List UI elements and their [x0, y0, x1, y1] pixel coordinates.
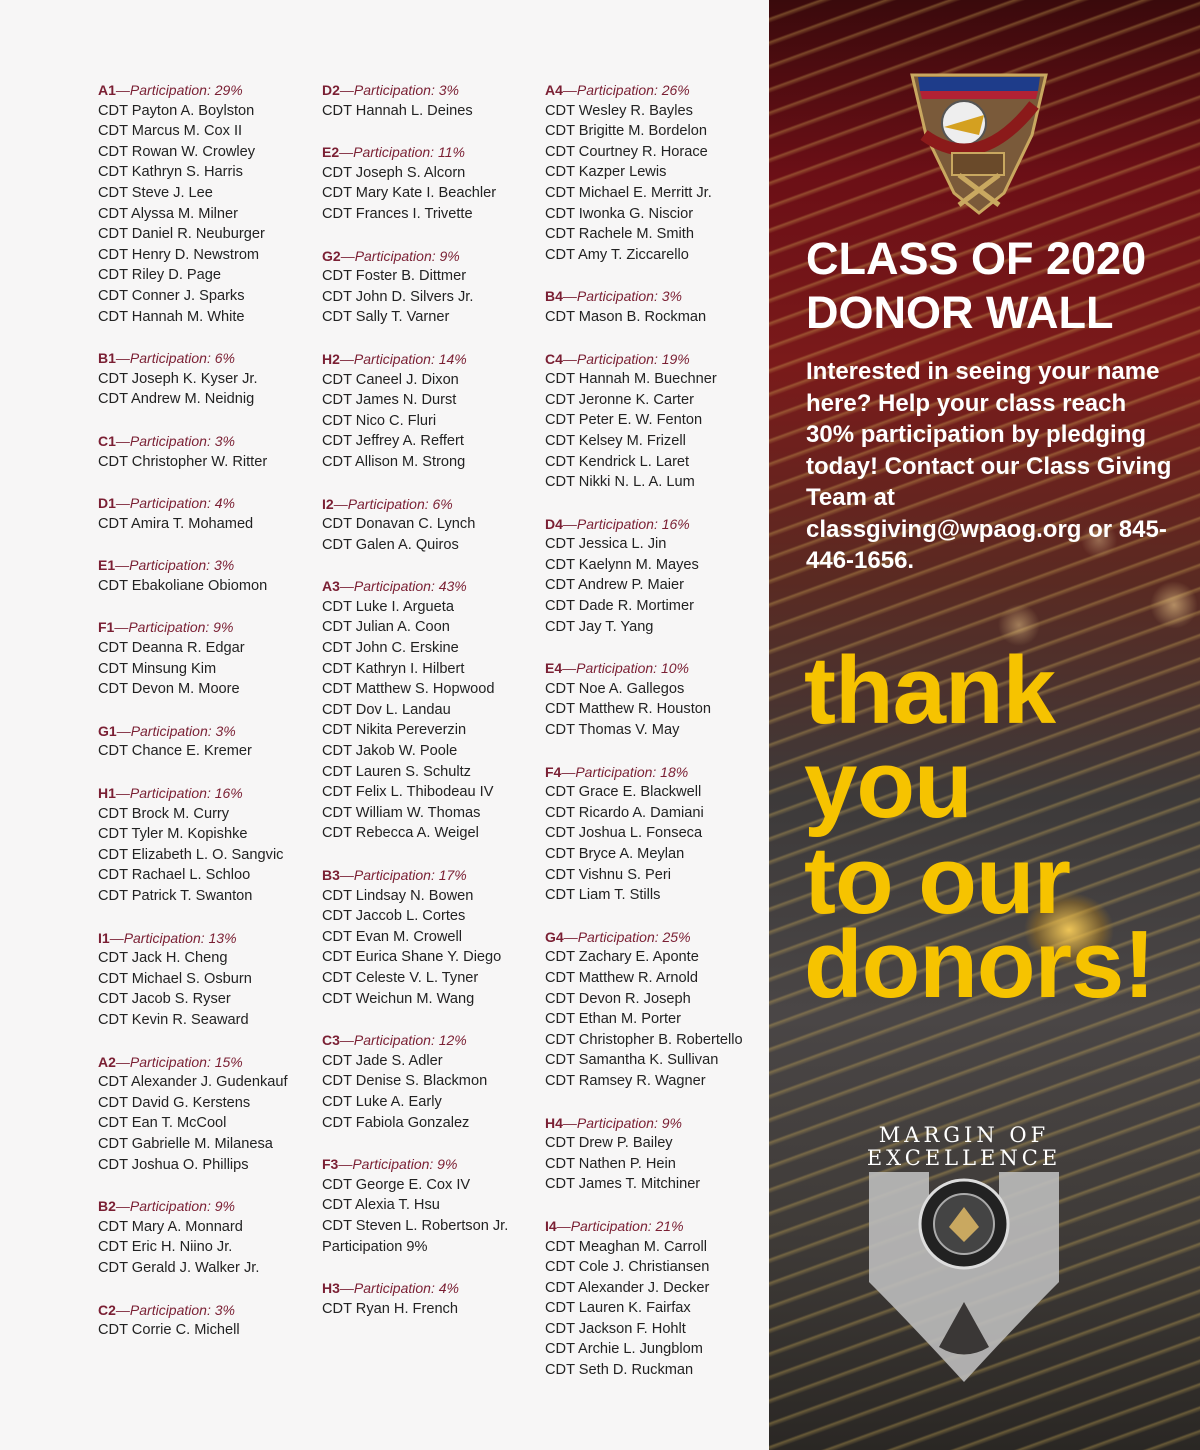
donor-name: CDT Eurica Shane Y. Diego: [322, 949, 502, 966]
donor-name: CDT Kelsey M. Frizell: [545, 432, 686, 449]
company-code: D2: [322, 82, 340, 98]
donor-name: CDT Kaelynn M. Mayes: [545, 556, 699, 573]
company-group-c2: [98, 1300, 320, 1341]
donor-name: CDT Rachele M. Smith: [545, 226, 694, 243]
donor-name: CDT George E. Cox IV: [322, 1176, 471, 1193]
donor-name: CDT Rachael L. Schloo: [98, 867, 251, 884]
donor-name: CDT Mary A. Monnard: [98, 1218, 243, 1235]
donor-name: CDT Henry D. Newstrom: [98, 246, 260, 263]
donor-name: CDT Jay T. Yang: [545, 618, 654, 635]
donor-name: CDT Zachary E. Aponte: [545, 949, 699, 966]
donor-column-1: [98, 80, 320, 1362]
donor-name: CDT Lindsay N. Bowen: [322, 887, 474, 904]
participation-rate: —Participation: 26%: [562, 82, 690, 98]
company-code: C2: [98, 1301, 116, 1318]
thanks-line-2: you: [804, 731, 972, 838]
donor-name: CDT Joseph S. Alcorn: [322, 164, 466, 181]
company-code: E4: [545, 660, 563, 677]
participation-rate: —Participation: 4%: [339, 1280, 459, 1297]
participation-rate: —Participation: 3%: [562, 288, 682, 305]
company-group-b3: [322, 865, 544, 1009]
donor-name: CDT Dov L. Landau: [322, 701, 451, 718]
company-code: G1: [98, 722, 117, 739]
donor-name: CDT David G. Kerstens: [98, 1094, 251, 1111]
donor-name: CDT Brigitte M. Bordelon: [545, 123, 707, 140]
donor-name: CDT Kendrick L. Laret: [545, 453, 690, 470]
donor-name: CDT Amira T. Mohamed: [98, 515, 254, 532]
donor-name: CDT Mason B. Rockman: [545, 308, 707, 325]
donor-name: CDT Hannah M. Buechner: [545, 371, 717, 388]
company-code: F3: [322, 1156, 339, 1173]
donor-name: CDT Devon M. Moore: [98, 681, 240, 698]
company-group-a1: [98, 80, 320, 327]
donor-name: CDT Celeste V. L. Tyner: [322, 969, 479, 986]
company-group-a3: [322, 576, 544, 844]
title-line-1: CLASS OF 2020: [806, 233, 1147, 284]
donor-name: CDT Jakob W. Poole: [322, 743, 458, 760]
participation-rate: —Participation: 18%: [561, 763, 689, 780]
company-group-h4: [545, 1113, 767, 1195]
donor-name: CDT Vishnu S. Peri: [545, 866, 671, 883]
donor-name: CDT Julian A. Coon: [322, 619, 450, 636]
company-code: G4: [545, 928, 564, 945]
company-heading: [322, 246, 544, 267]
participation-rate: —Participation: 16%: [562, 515, 690, 532]
company-group-c4: [545, 349, 767, 493]
company-heading: [545, 286, 767, 307]
company-code: B1: [98, 350, 116, 367]
company-code: F4: [545, 763, 562, 780]
donor-name: CDT Lauren K. Fairfax: [545, 1300, 691, 1317]
company-group-h2: [322, 349, 544, 473]
donor-name: CDT Jeronne K. Carter: [545, 391, 694, 408]
company-heading: [322, 1030, 544, 1051]
donor-name: CDT Denise S. Blackmon: [322, 1073, 488, 1090]
company-group-b4: [545, 286, 767, 327]
company-group-e2: [322, 142, 544, 224]
donor-name: CDT Frances I. Trivette: [322, 205, 473, 222]
company-code: E2: [322, 144, 340, 161]
moe-line-1: MARGIN OF: [878, 1123, 1050, 1147]
company-heading: [322, 865, 544, 886]
company-heading: [545, 80, 767, 101]
company-code: A4: [545, 82, 563, 98]
donor-name: CDT Minsung Kim: [98, 660, 217, 677]
company-heading: [98, 431, 320, 452]
donor-name: CDT Amy T. Ziccarello: [545, 246, 689, 263]
donor-name: CDT Bryce A. Meylan: [545, 846, 685, 862]
donor-name: CDT Matthew S. Hopwood: [322, 681, 495, 698]
company-code: G2: [322, 247, 341, 264]
donor-column-2: [322, 80, 544, 1340]
donor-name: CDT Seth D. Ruckman: [545, 1362, 694, 1379]
company-code: A1: [98, 82, 116, 98]
donor-name: CDT John C. Erskine: [322, 640, 459, 657]
donor-name: CDT Elizabeth L. O. Sangvic: [98, 846, 284, 863]
donor-name: CDT Meaghan M. Carroll: [545, 1238, 707, 1255]
donor-name: CDT Mary Kate I. Beachler: [322, 185, 497, 202]
donor-name: CDT Thomas V. May: [545, 722, 680, 739]
donor-name: CDT Sally T. Varner: [322, 309, 450, 326]
company-heading: [98, 1300, 320, 1321]
donor-name: CDT Jack H. Cheng: [98, 950, 228, 967]
thanks-line-3: to our: [804, 827, 1070, 934]
donor-name: CDT Nikki N. L. A. Lum: [545, 474, 695, 491]
donor-name: CDT Jeffrey A. Reffert: [322, 433, 464, 450]
company-code: B2: [98, 1198, 116, 1215]
donor-name: CDT Ricardo A. Damiani: [545, 804, 704, 821]
moe-line-2: EXCELLENCE: [866, 1146, 1062, 1170]
donor-name: CDT Weichun M. Wang: [322, 990, 475, 1007]
company-code: E1: [98, 557, 116, 574]
donor-name: CDT Liam T. Stills: [545, 887, 661, 904]
margin-of-excellence-logo: [809, 1124, 1119, 1170]
donor-name: CDT Steven L. Robertson Jr.: [322, 1217, 509, 1234]
participation-rate: —Participation: 3%: [339, 82, 459, 98]
donor-name: CDT Tyler M. Kopishke: [98, 826, 248, 843]
donor-name: CDT Conner J. Sparks: [98, 287, 245, 304]
company-heading: [545, 1113, 767, 1134]
company-heading: [545, 349, 767, 370]
participation-rate: —Participation: 9%: [338, 1156, 458, 1173]
donor-name: CDT Jessica L. Jin: [545, 536, 667, 553]
company-heading: [98, 493, 320, 514]
company-group-h1: [98, 783, 320, 907]
company-code: I4: [545, 1217, 557, 1234]
aog-shield-icon: [869, 1172, 1059, 1382]
donor-name: CDT Felix L. Thibodeau IV: [322, 784, 494, 801]
donor-name: CDT Nico C. Fluri: [322, 412, 437, 429]
thanks-line-1: thank: [804, 637, 1056, 744]
company-code: A2: [98, 1053, 116, 1070]
company-heading: [322, 576, 544, 597]
donor-name: CDT Samantha K. Sullivan: [545, 1052, 719, 1069]
donor-name: CDT Michael E. Merritt Jr.: [545, 184, 712, 201]
participation-rate: —Participation: 21%: [556, 1217, 684, 1234]
company-code: C1: [98, 432, 116, 449]
company-group-g2: [322, 246, 544, 328]
donor-name: CDT Andrew M. Neidnig: [98, 391, 255, 408]
company-code: B4: [545, 288, 563, 305]
participation-rate: —Participation: 3%: [116, 722, 236, 739]
company-group-c1: [98, 431, 320, 472]
donor-name: CDT Gabrielle M. Milanesa: [98, 1135, 273, 1152]
company-heading: [98, 783, 320, 804]
participation-rate: —Participation: 43%: [339, 578, 467, 595]
donor-name: CDT Ebakoliane Obiomon: [98, 577, 268, 594]
company-group-e1: [98, 555, 320, 596]
donor-name: CDT Christopher W. Ritter: [98, 453, 268, 470]
company-heading: [322, 1154, 544, 1175]
participation-rate: —Participation: 11%: [339, 144, 465, 161]
company-heading: [98, 617, 320, 638]
donor-name: CDT Joshua O. Phillips: [98, 1156, 249, 1173]
donor-name: CDT Nathen P. Hein: [545, 1155, 676, 1172]
donor-name: CDT Michael S. Osburn: [98, 970, 252, 987]
donor-name: CDT William W. Thomas: [322, 804, 481, 821]
company-code: A3: [322, 578, 340, 595]
participation-rate: —Participation: 17%: [339, 867, 467, 883]
donor-name: CDT Cole J. Christiansen: [545, 1259, 710, 1276]
page-title: [806, 232, 1146, 340]
donor-name: CDT Andrew P. Maier: [545, 577, 684, 594]
donor-column-3: [545, 80, 767, 1402]
company-heading: [98, 1052, 320, 1073]
company-code: D1: [98, 495, 116, 512]
participation-rate: —Participation: 15%: [115, 1053, 243, 1070]
donor-name: CDT Drew P. Bailey: [545, 1135, 673, 1152]
donor-name: CDT Nikita Pereverzin: [322, 722, 467, 739]
donor-name: CDT Ramsey R. Wagner: [545, 1072, 706, 1089]
donor-name: CDT Dade R. Mortimer: [545, 598, 694, 615]
company-heading: [545, 762, 767, 783]
donor-name: CDT James N. Durst: [322, 392, 457, 409]
donor-name: CDT Noe A. Gallegos: [545, 680, 685, 697]
participation-rate: —Participation: 16%: [115, 785, 243, 802]
company-code: D4: [545, 515, 563, 532]
participation-rate: —Participation: 9%: [115, 1198, 235, 1215]
company-heading: [322, 349, 544, 370]
donor-name: CDT John D. Silvers Jr.: [322, 288, 474, 305]
participation-rate: —Participation: 13%: [109, 929, 237, 946]
company-heading: [322, 142, 544, 163]
donor-name: CDT Luke A. Early: [322, 1093, 442, 1110]
donor-name: CDT Donavan C. Lynch: [322, 516, 476, 533]
company-code: F1: [98, 619, 115, 636]
donor-name: CDT Daniel R. Neuburger: [98, 226, 265, 243]
donor-name: CDT Marcus M. Cox II: [98, 123, 243, 140]
company-heading: [545, 927, 767, 948]
donor-name: CDT Grace E. Blackwell: [545, 784, 702, 801]
participation-rate: —Participation: 10%: [562, 660, 689, 677]
company-code: B3: [322, 867, 340, 883]
donor-name: CDT Ethan M. Porter: [545, 1011, 681, 1028]
class-crest-icon: [904, 65, 1054, 215]
donor-name: CDT Matthew R. Houston: [545, 701, 711, 718]
participation-rate: —Participation: 6%: [333, 495, 453, 512]
company-group-i1: [98, 928, 320, 1031]
company-group-a2: [98, 1052, 320, 1176]
participation-rate: —Participation: 29%: [115, 82, 243, 98]
company-group-f1: [98, 617, 320, 699]
company-code: H1: [98, 785, 116, 802]
donor-name: CDT Hannah M. White: [98, 308, 245, 325]
donor-name: CDT Corrie C. Michell: [98, 1322, 240, 1339]
donor-name: CDT Joshua L. Fonseca: [545, 825, 703, 842]
participation-rate: —Participation: 3%: [115, 1301, 235, 1318]
donor-name: CDT Evan M. Crowell: [322, 928, 463, 945]
title-line-2: DONOR WALL: [806, 287, 1114, 338]
company-code: I2: [322, 495, 334, 512]
donor-name: CDT James T. Mitchiner: [545, 1176, 701, 1193]
participation-rate: —Participation: 25%: [563, 928, 691, 945]
participation-rate: —Participation: 14%: [339, 350, 467, 367]
company-code: I1: [98, 929, 110, 946]
company-code: C4: [545, 350, 563, 367]
donor-name: CDT Deanna R. Edgar: [98, 640, 245, 657]
company-group-i2: [322, 494, 544, 556]
donor-name: CDT Kazper Lewis: [545, 164, 667, 181]
company-group-c3: [322, 1030, 544, 1133]
thanks-line-4: donors!: [804, 911, 1155, 1018]
company-heading: [545, 658, 767, 679]
company-heading: [98, 721, 320, 742]
company-heading: [98, 1196, 320, 1217]
company-group-d4: [545, 514, 767, 638]
company-group-e4: [545, 658, 767, 740]
company-group-h3: [322, 1278, 544, 1319]
donor-name: CDT Archie L. Jungblom: [545, 1341, 703, 1358]
company-group-g1: [98, 721, 320, 762]
participation-rate: —Participation: 12%: [339, 1032, 467, 1049]
company-code: C3: [322, 1032, 340, 1049]
donor-name: CDT Gerald J. Walker Jr.: [98, 1259, 260, 1276]
donor-name: CDT Ryan H. French: [322, 1300, 458, 1317]
donor-name: CDT Alexia T. Hsu: [322, 1197, 440, 1214]
donor-name: CDT Jade S. Adler: [322, 1052, 443, 1069]
donor-name: CDT Devon R. Joseph: [545, 990, 691, 1007]
company-group-b2: [98, 1196, 320, 1278]
donor-name: CDT Steve J. Lee: [98, 184, 213, 201]
donor-name: Participation 9%: [322, 1238, 428, 1255]
company-heading: [545, 1216, 767, 1237]
donor-name: CDT Kevin R. Seaward: [98, 1011, 249, 1028]
company-heading: [98, 555, 320, 576]
company-group-f4: [545, 762, 767, 906]
donor-name: CDT Alexander J. Gudenkauf: [98, 1074, 288, 1091]
donor-name: CDT Rebecca A. Weigel: [322, 825, 479, 842]
company-code: H3: [322, 1280, 340, 1297]
company-heading: [545, 514, 767, 535]
sidebar-panel: [769, 0, 1200, 1450]
donor-name: CDT Brock M. Curry: [98, 805, 230, 822]
company-heading: [98, 348, 320, 369]
donor-name: CDT Iwonka G. Niscior: [545, 205, 694, 222]
donor-name: CDT Matthew R. Arnold: [545, 969, 699, 986]
company-group-g4: [545, 927, 767, 1092]
donor-name: CDT Fabiola Gonzalez: [322, 1114, 470, 1131]
participation-rate: —Participation: 9%: [340, 247, 460, 264]
donor-name: CDT Riley D. Page: [98, 267, 222, 284]
donor-name: CDT Allison M. Strong: [322, 453, 466, 470]
company-heading: [322, 1278, 544, 1299]
donor-name: CDT Caneel J. Dixon: [322, 371, 459, 388]
donor-name: CDT Lauren S. Schultz: [322, 763, 471, 780]
donor-name: CDT Kathryn S. Harris: [98, 164, 243, 181]
donor-name: CDT Kathryn I. Hilbert: [322, 660, 465, 677]
participation-rate: —Participation: 6%: [115, 350, 235, 367]
participation-rate: —Participation: 3%: [115, 557, 235, 574]
participation-rate: —Participation: 9%: [114, 619, 234, 636]
company-group-d2: [322, 80, 544, 121]
company-group-i4: [545, 1216, 767, 1381]
donor-name: CDT Galen A. Quiros: [322, 536, 459, 553]
company-code: H2: [322, 350, 340, 367]
company-group-b1: [98, 348, 320, 410]
participation-rate: —Participation: 4%: [115, 495, 235, 512]
contact-blurb: Interested in seeing your name here? Help your class reach 30% participation by pledging today! Contact our Class Giving Team at classgiving@wpaog.org or 845-446-1656.: [806, 358, 1172, 574]
company-heading: [98, 80, 320, 101]
donor-name: CDT Wesley R. Bayles: [545, 102, 693, 119]
donor-name: CDT Courtney R. Horace: [545, 143, 708, 160]
donor-name: CDT Christopher B. Robertello: [545, 1031, 743, 1048]
company-heading: [322, 494, 544, 515]
donor-name: CDT Payton A. Boylston: [98, 102, 255, 119]
company-heading: [98, 928, 320, 949]
company-group-a4: [545, 80, 767, 265]
donor-name: CDT Jackson F. Hohlt: [545, 1320, 686, 1337]
donor-name: CDT Patrick T. Swanton: [98, 888, 253, 904]
company-group-d1: [98, 493, 320, 534]
participation-rate: —Participation: 19%: [562, 350, 690, 367]
company-code: H4: [545, 1114, 563, 1131]
donor-name: CDT Alexander J. Decker: [545, 1279, 710, 1296]
donor-name: CDT Ean T. McCool: [98, 1115, 227, 1132]
donor-name: CDT Hannah L. Deines: [322, 102, 473, 119]
donor-name: CDT Joseph K. Kyser Jr.: [98, 370, 258, 387]
company-group-f3: [322, 1154, 544, 1257]
donor-name: CDT Eric H. Niino Jr.: [98, 1239, 233, 1256]
donor-name: CDT Chance E. Kremer: [98, 743, 252, 760]
donor-name: CDT Rowan W. Crowley: [98, 143, 256, 160]
participation-rate: —Participation: 3%: [115, 432, 235, 449]
participation-rate: —Participation: 9%: [562, 1114, 682, 1131]
donor-name: CDT Foster B. Dittmer: [322, 268, 467, 285]
company-heading: [322, 80, 544, 101]
donor-name: CDT Luke I. Argueta: [322, 598, 454, 615]
donor-name: CDT Peter E. W. Fenton: [545, 412, 703, 429]
donor-name: CDT Jacob S. Ryser: [98, 991, 231, 1008]
donor-name: CDT Alyssa M. Milner: [98, 205, 239, 222]
donor-name: CDT Jaccob L. Cortes: [322, 908, 466, 925]
